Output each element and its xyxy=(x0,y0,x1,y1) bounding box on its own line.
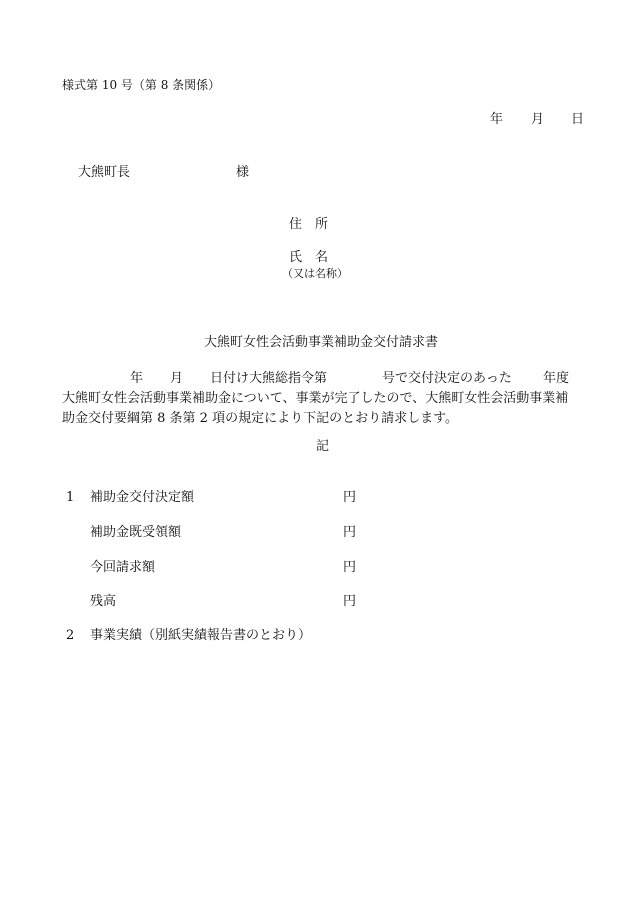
request-body xyxy=(62,369,587,429)
body-line-3: 助金交付要綱第 8 条第 2 項の規定により下記のとおり請求します。 xyxy=(62,411,459,426)
document-title: 大熊町女性会活動事業補助金交付請求書 xyxy=(204,335,439,350)
item-amount-field[interactable]: 円 xyxy=(343,594,357,609)
applicant-name-note: （又は名称） xyxy=(282,267,348,280)
ki-heading: 記 xyxy=(316,439,330,454)
body-date-prefix: 日付け大熊総指令第 xyxy=(210,371,328,386)
item-amount-field[interactable]: 円 xyxy=(343,560,357,575)
item-label: 今回請求額 xyxy=(90,560,156,575)
addressee-name: 大熊町長 xyxy=(78,165,131,180)
body-line-2: 大熊町女性会活動事業補助金について、事業が完了したので、大熊町女性会活動事業補 xyxy=(62,391,569,406)
item-number: 2 xyxy=(66,628,75,643)
date-day-field[interactable]: 日 xyxy=(571,112,585,127)
applicant-name-label: 氏 名 xyxy=(289,250,329,265)
date-month-field[interactable]: 月 xyxy=(531,112,545,127)
item-amount-field[interactable]: 円 xyxy=(343,525,357,540)
item-label: 補助金交付決定額 xyxy=(90,490,195,505)
item-amount-field[interactable]: 円 xyxy=(343,490,357,505)
form-number: 様式第 10 号（第 8 条関係） xyxy=(62,78,221,92)
body-number-suffix: 号で交付決定のあった xyxy=(382,371,512,386)
body-fiscal-year-field[interactable]: 年度 xyxy=(543,371,570,386)
applicant-address-label: 住 所 xyxy=(289,217,329,232)
body-month-field[interactable]: 月 xyxy=(170,371,184,386)
item-number: 1 xyxy=(66,490,75,505)
date-year-field[interactable]: 年 xyxy=(490,112,504,127)
item-label: 残高 xyxy=(90,594,117,609)
item-label: 補助金既受領額 xyxy=(90,525,182,540)
body-year-field[interactable]: 年 xyxy=(130,371,144,386)
body-line-1 xyxy=(62,369,587,389)
addressee-honorific: 様 xyxy=(236,165,250,180)
item-label: 事業実績（別紙実績報告書のとおり） xyxy=(90,628,312,643)
